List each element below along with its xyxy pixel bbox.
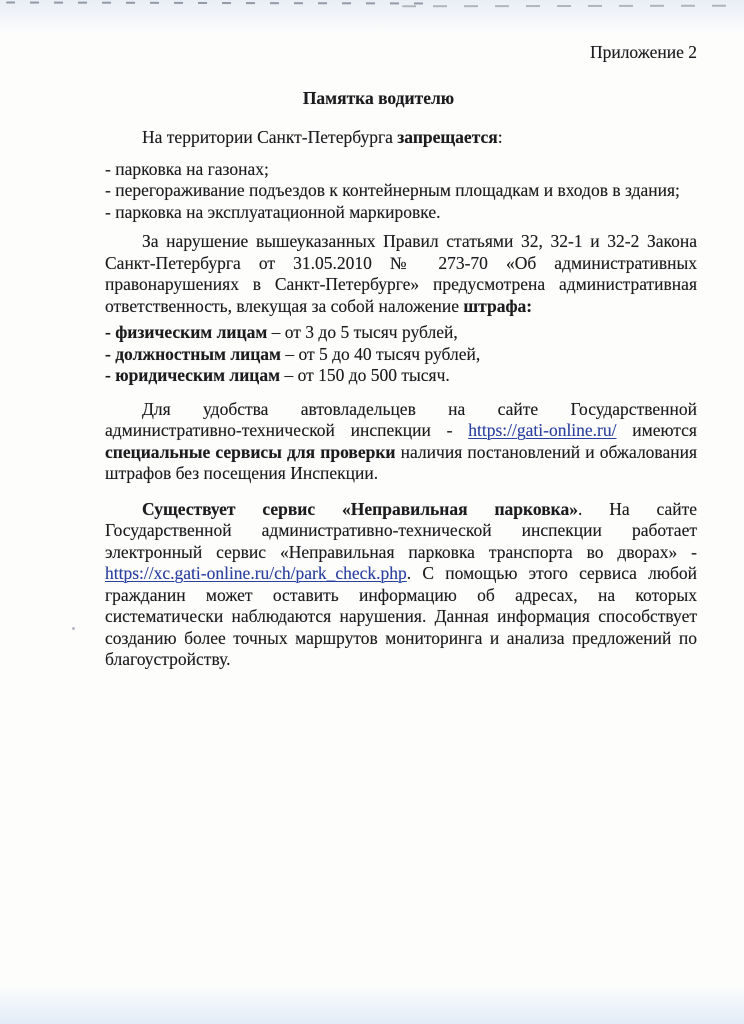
bold-text-run: специальные сервисы для проверки [105, 441, 396, 462]
hyperlink[interactable]: https://gati-online.ru/ [468, 420, 617, 440]
wrong-parking-paragraph [105, 499, 697, 671]
text-run: На территории Санкт-Петербурга [142, 127, 398, 147]
prohibited-list [105, 159, 697, 224]
bold-text-run: запрещается [397, 127, 498, 147]
prohibited-item [105, 180, 697, 202]
text-run: - парковка на газонах; [105, 158, 269, 179]
fine-item [105, 322, 697, 344]
prohibited-item [105, 202, 697, 224]
annex-label: Приложение 2 [589, 42, 697, 62]
fine-item [105, 365, 697, 387]
text-run: . С помощью этого сервиса любой гражданин может оставить информацию об адресах, на которых систематически наблюдаются нарушения. Данная информация способствует созданию более точных маршрутов мониторинга и анализа предложений по благоустройству. [105, 563, 697, 669]
text-run: наличия постановлений и обжалования штрафов без посещения Инспекции. [105, 441, 697, 483]
text-run: – от 150 до 500 тысяч. [280, 365, 450, 385]
text-run: – от 5 до 40 тысяч рублей, [280, 343, 481, 364]
fine-item [105, 344, 697, 366]
text-run: - парковка на эксплуатационной маркировке. [105, 201, 441, 222]
page-title: Памятка водителю [302, 87, 455, 108]
text-run: За нарушение вышеуказанных Правил статьями 32, 32-1 и 32-2 Закона Санкт-Петербурга от 31.05.2010 № 273-70 «Об административных правонарушениях в Санкт-Петербурге» предусмотрена административная ответственность, влекущая за собой наложение [105, 231, 697, 316]
text-run: – от 3 до 5 тысяч рублей, [267, 322, 458, 342]
law-paragraph [105, 231, 697, 317]
bold-text-run: - юридическим лицам [105, 365, 281, 385]
text-run: - перегораживание подъездов к контейнерным площадкам и входов в здания; [105, 180, 680, 200]
text-run: . На сайте Государственной административно-технической инспекции работает электронный сервис «Неправильная парковка транспорта во дворах» - [105, 498, 697, 562]
prohibited-item [105, 159, 697, 181]
text-run: имеются [616, 420, 697, 440]
hyperlink[interactable]: https://xc.gati-online.ru/ch/park_check.php [105, 563, 407, 583]
bold-text-run: штрафа: [463, 295, 533, 316]
services-paragraph [105, 399, 697, 485]
bold-text-run: - должностным лицам [105, 343, 281, 364]
bold-text-run: Существует сервис «Неправильная парковка» [142, 498, 578, 519]
scan-tint-bottom [0, 980, 744, 1024]
intro-paragraph [105, 127, 697, 149]
fines-list [105, 322, 697, 387]
bold-text-run: - физическим лицам [105, 322, 268, 342]
text-run: Для удобства автовладельцев на сайте Государственной административно-технической инспекции - [105, 398, 697, 440]
text-run: : [497, 127, 503, 147]
